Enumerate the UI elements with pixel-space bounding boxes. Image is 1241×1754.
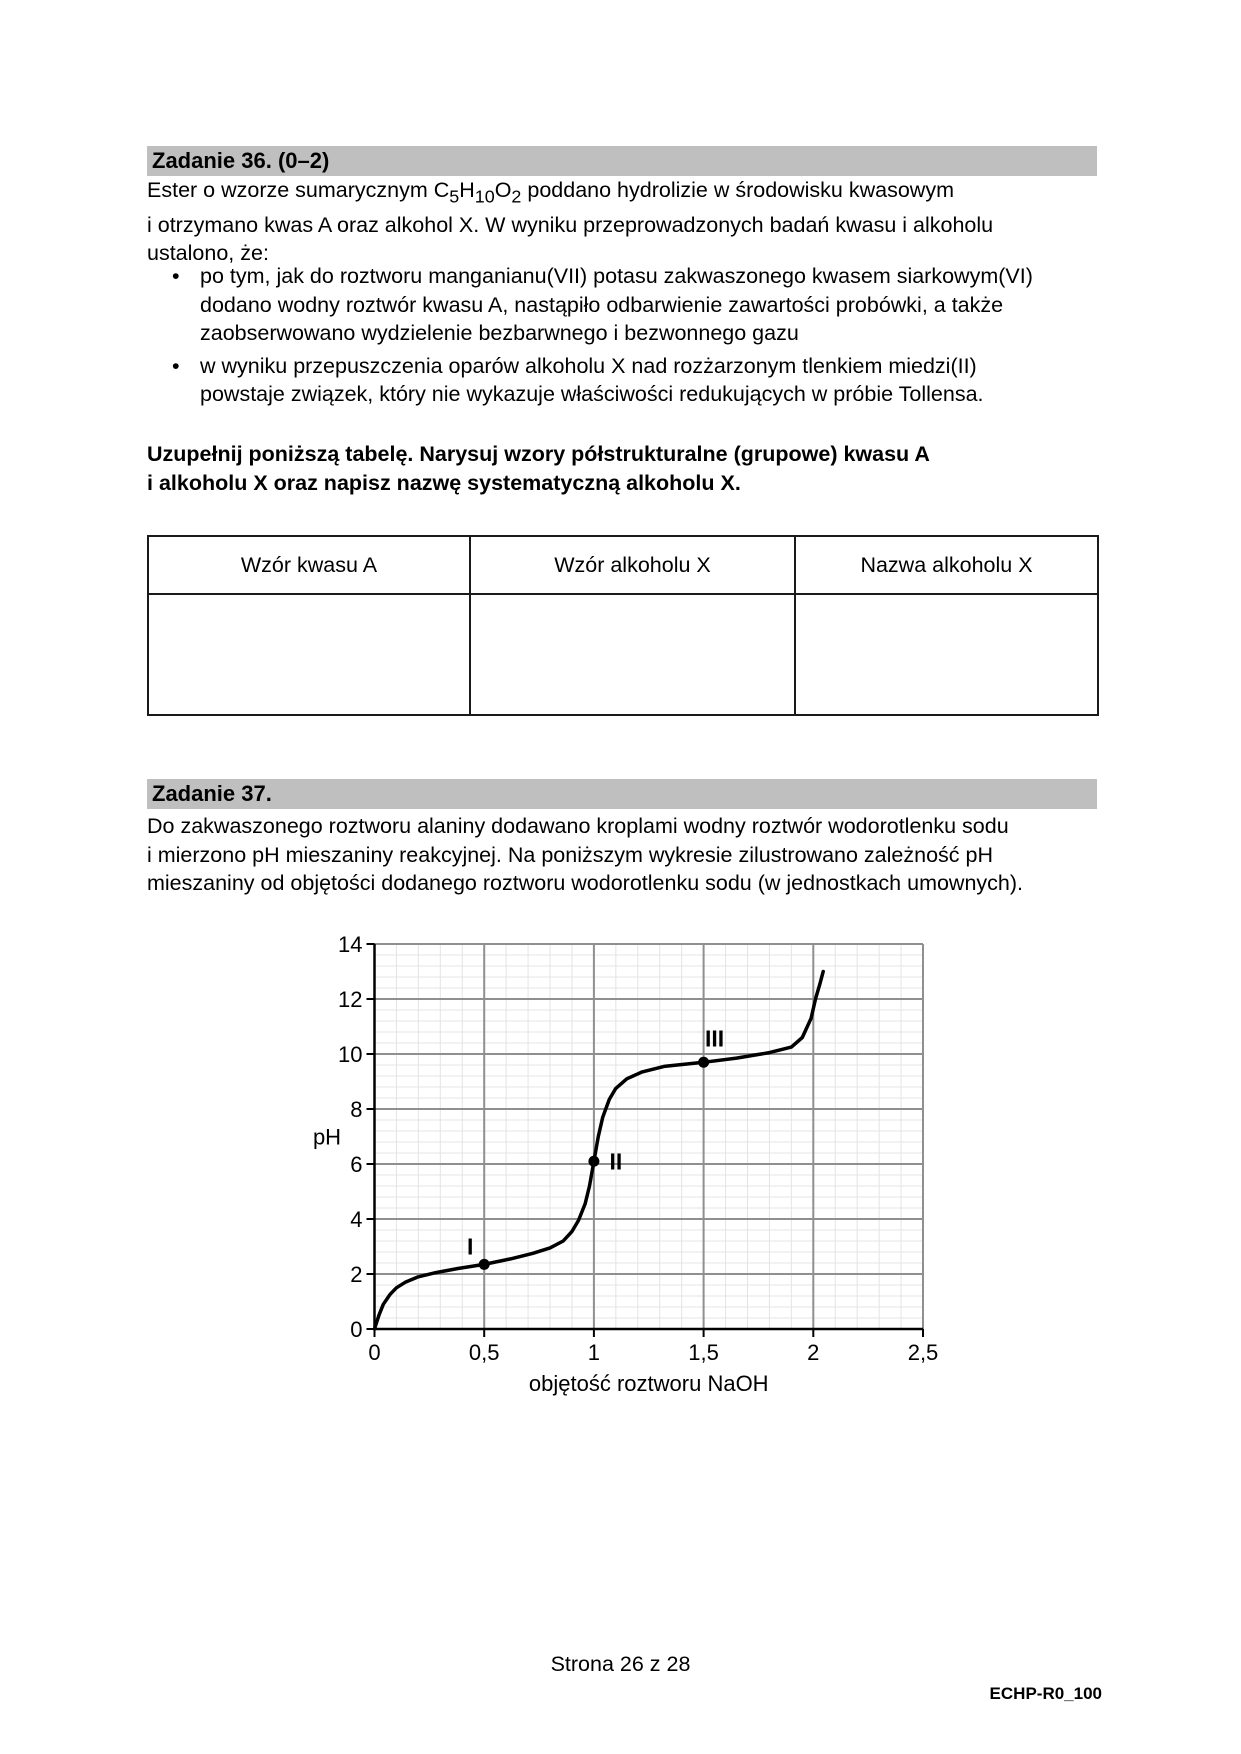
svg-text:1: 1: [587, 1340, 601, 1365]
chart-grid-minor: [375, 944, 924, 1329]
svg-text:objętość roztworu NaOH: objętość roztworu NaOH: [528, 1371, 769, 1396]
bullet-item: • po tym, jak do roztworu manganianu(VII) potasu zakwaszonego kwasem siarkowym(VI) dodano wodny roztwór kwasu A, nastąpiło odbarwienie zawartości probówki, a także zaobserwowano wydzielenie bezbarwnego i bezwonnego gazu: [172, 264, 1033, 345]
task-36-intro: [147, 176, 1097, 268]
exam-sheet-code: ECHP-R0_100: [989, 1684, 1102, 1703]
svg-text:1,5: 1,5: [688, 1340, 719, 1365]
page-number: Strona 26 z 28: [550, 1652, 691, 1676]
svg-text:2: 2: [350, 1262, 363, 1287]
intro-text: ustalono, że:: [147, 241, 269, 266]
answer-table-row: [148, 594, 1098, 715]
task-36-bullet-list: [147, 262, 1097, 413]
svg-text:4: 4: [350, 1207, 363, 1232]
svg-text:pH: pH: [312, 1124, 342, 1150]
answer-table: [147, 535, 1099, 716]
answer-cell-alcohol-name: [795, 594, 1098, 715]
svg-text:0: 0: [368, 1340, 381, 1365]
task-37-header-bar: [147, 779, 1097, 809]
column-header-alcohol-name: Nazwa alkoholu X: [795, 536, 1098, 594]
column-header-acid-formula: Wzór kwasu A: [148, 536, 470, 594]
chemical-formula: $C_5H_{10}O_2$: [433, 178, 522, 207]
task-37-intro: Do zakwaszonego roztworu alaniny dodawano kroplami wodny roztwór wodorotlenku sodu i mierzono pH mieszaniny reakcyjnej. Na poniższym wykresie zilustrowano zależność pH mieszaniny od objętości dodanego roztworu wodorotlenku sodu (w jednostkach umownych).: [147, 814, 1024, 895]
svg-text:0,5: 0,5: [468, 1340, 500, 1365]
task-37-title: Zadanie 37.: [152, 781, 272, 806]
bullet-dot-icon: •: [172, 264, 180, 288]
svg-text:14: 14: [338, 933, 363, 957]
answer-cell-acid-formula: [148, 594, 470, 715]
equivalence-point-marker: [479, 1259, 490, 1270]
intro-text: poddano hydrolizie w środowisku kwasowym: [521, 178, 954, 202]
svg-text:6: 6: [350, 1152, 363, 1177]
svg-text:0: 0: [350, 1317, 363, 1342]
svg-text:II: II: [609, 1148, 623, 1175]
bullet-item: • w wyniku przepuszczenia oparów alkoholu X nad rozżarzonym tlenkiem miedzi(II) powstaje związek, który nie wykazuje właściwości redukujących w próbie Tollensa.: [172, 353, 984, 406]
svg-text:III: III: [705, 1025, 725, 1052]
svg-text:I: I: [467, 1233, 474, 1260]
intro-text: Ester o wzorze sumarycznym: [147, 178, 434, 202]
chart-grid-major: [375, 944, 924, 1329]
answer-cell-alcohol-formula: [470, 594, 795, 715]
column-header-alcohol-formula: Wzór alkoholu X: [470, 536, 795, 594]
answer-table-header-row: [148, 536, 1098, 594]
equivalence-point-marker: [588, 1156, 599, 1167]
chart-curve: [375, 972, 824, 1330]
task-36-title: Zadanie 36. (0–2): [152, 148, 330, 173]
task-36-instruction: Uzupełnij poniższą tabelę. Narysuj wzory półstrukturalne (grupowe) kwasu A i alkoholu X oraz napisz nazwę systematyczną alkoholu X.: [147, 442, 930, 495]
svg-text:2,5: 2,5: [907, 1340, 939, 1365]
bullet-dot-icon: •: [172, 353, 180, 378]
svg-text:10: 10: [338, 1042, 363, 1067]
svg-text:8: 8: [350, 1097, 363, 1122]
svg-text:2: 2: [807, 1340, 820, 1365]
intro-text: i otrzymano kwas A oraz alkohol X. W wyniku przeprowadzonych badań kwasu i alkoholu: [147, 212, 994, 237]
svg-text:12: 12: [338, 987, 363, 1012]
equivalence-point-marker: [698, 1057, 709, 1068]
titration-chart: [147, 933, 1097, 1408]
task-36-header-bar: [147, 146, 1097, 176]
